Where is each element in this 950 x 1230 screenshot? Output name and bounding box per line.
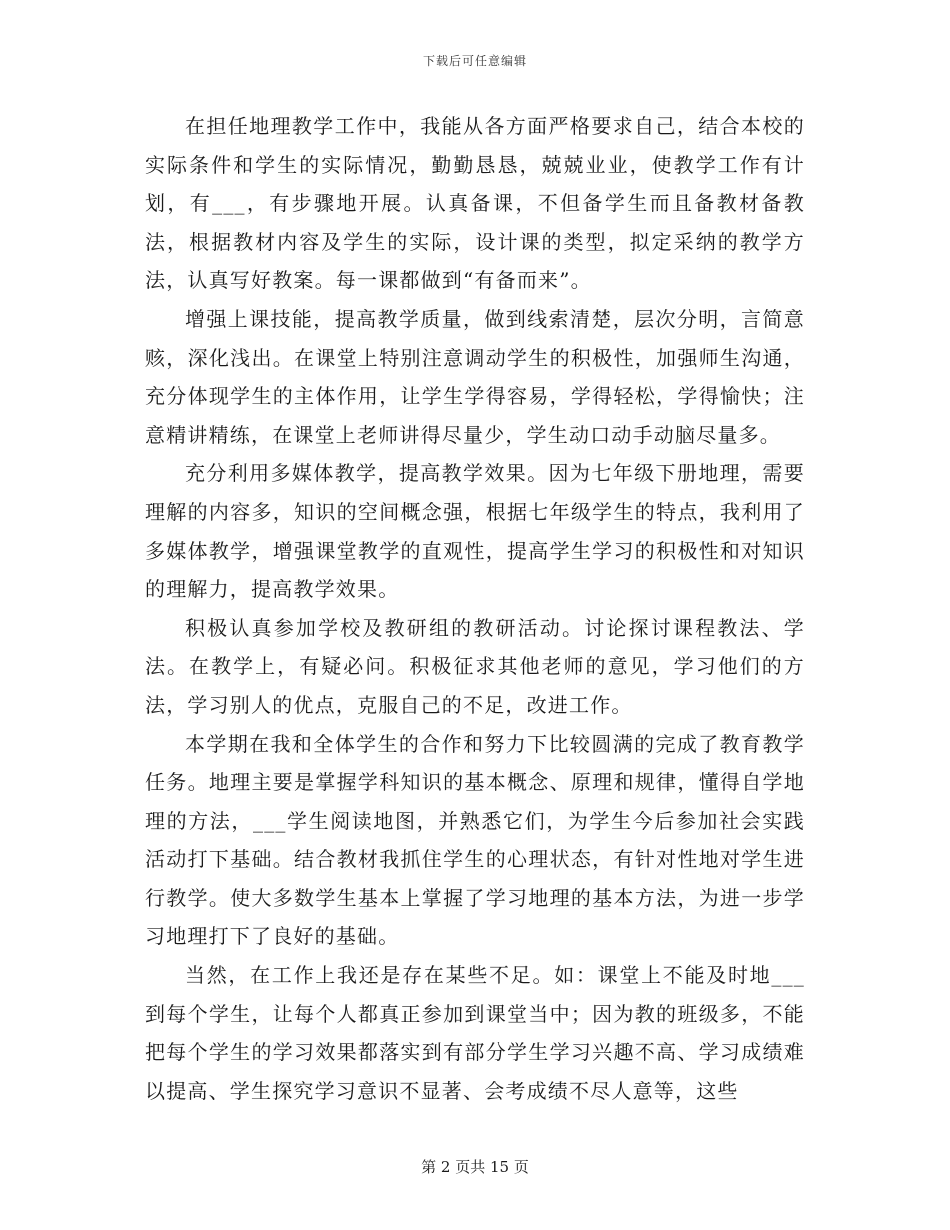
paragraph-6: 当然，在工作上我还是存在某些不足。如：课堂上不能及时地___到每个学生，让每个人都真正参加到课堂当中；因为教的班级多，不能把每个学生的学习效果都落实到有部分学生学习兴趣不高、学习成绩难以提高、学生探究学习意识不显著、会考成绩不尽人意等，这些 <box>145 963 805 1103</box>
paragraph-4: 积极认真参加学校及教研组的教研活动。讨论探讨课程教法、学法。在教学上，有疑必问。积极征求其他老师的意见，学习他们的方法，学习别人的优点，克服自己的不足，改进工作。 <box>145 615 805 717</box>
paragraph-5: 本学期在我和全体学生的合作和努力下比较圆满的完成了教育教学任务。地理主要是掌握学科知识的基本概念、原理和规律，懂得自学地理的方法，___学生阅读地图，并熟悉它们，为学生今后参加社会实践活动打下基础。结合教材我抓住学生的心理状态，有针对性地对学生进行教学。使大多数学生基本上掌握了学习地理的基本方法，为进一步学习地理打下了良好的基础。 <box>145 731 805 949</box>
page-number-footer: 第 2 页共 15 页 <box>421 1158 529 1176</box>
document-body <box>145 107 805 1110</box>
paragraph-2: 增强上课技能，提高教学质量，做到线索清楚，层次分明，言简意赅，深化浅出。在课堂上特别注意调动学生的积极性，加强师生沟通，充分体现学生的主体作用，让学生学得容易，学得轻松，学得愉快；注意精讲精练，在课堂上老师讲得尽量少，学生动口动手动脑尽量多。 <box>145 306 805 447</box>
paragraph-3: 充分利用多媒体教学，提高教学效果。因为七年级下册地理，需要理解的内容多，知识的空间概念强，根据七年级学生的特点，我利用了多媒体教学，增强课堂教学的直观性，提高学生学习的积极性和对知识的理解力，提高教学效果。 <box>145 461 805 602</box>
paragraph-1: 在担任地理教学工作中，我能从各方面严格要求自己，结合本校的实际条件和学生的实际情况，勤勤恳恳，兢兢业业，使教学工作有计划，有___，有步骤地开展。认真备课，不但备学生而且备教材备教法，根据教材内容及学生的实际，设计课的类型，拟定采纳的教学方法，认真写好教案。每一课都做到“有备而来”。 <box>145 114 805 293</box>
page-header-note: 下载后可任意编辑 <box>422 54 527 68</box>
